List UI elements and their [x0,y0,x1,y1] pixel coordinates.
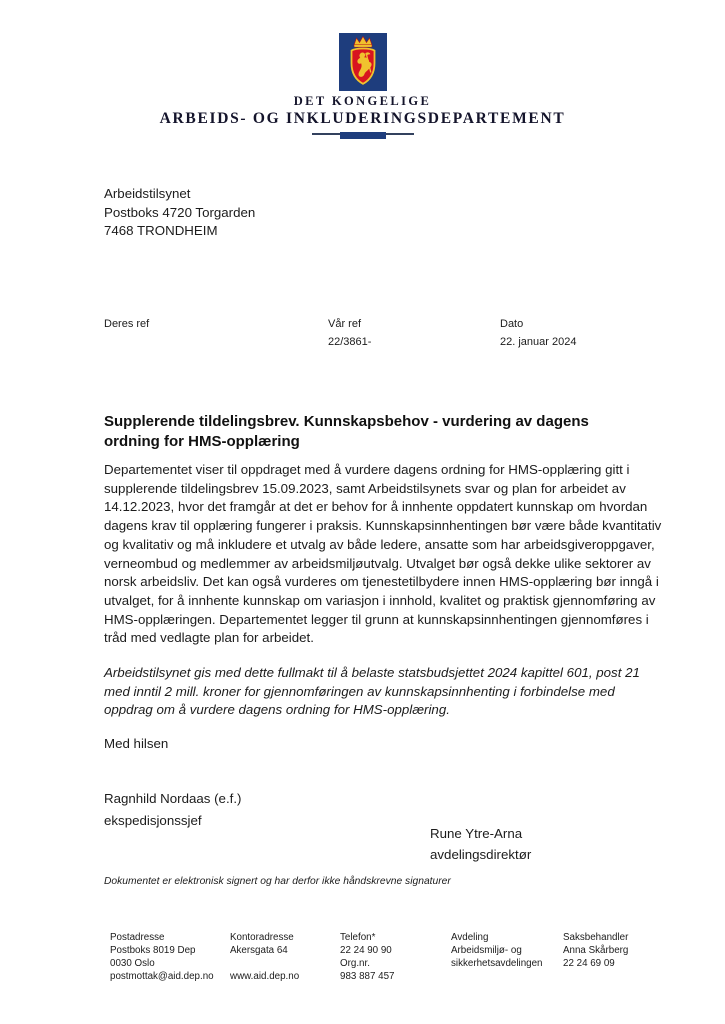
signature-left-name: Ragnhild Nordaas (e.f.) [104,791,242,806]
footer-value: Akersgata 64 [230,945,288,956]
signature-left-title: ekspedisjonssjef [104,812,202,828]
footer-value [451,970,576,983]
signature-right-title: avdelingsdirektør [430,847,532,862]
footer-label: Kontoradresse [230,932,294,943]
var-ref-label: Vår ref [328,318,362,330]
letterhead-royal-line: DET KONGELIGE [293,94,432,108]
letterhead-ministry-name: ARBEIDS- OG INKLUDERINGSDEPARTEMENT [159,110,566,127]
footer-value [230,957,355,970]
body-paragraph-2-authorization: Arbeidstilsynet gis med dette fullmakt til å belaste statsbudsjettet 2024 kapittel 601, post 21 med inntil 2 mill. kroner for gjennomføringen av kunnskapsinnhenting i forbindelse med oppdrag om å vurdere dagens ordning for HMS-opplæring. [104,665,640,718]
signature-left [104,788,241,831]
recipient-street: Postboks 4720 Torgarden [104,204,256,220]
coat-of-arms-icon [339,33,387,91]
footer-value: 983 887 457 [340,971,395,982]
signature-right [430,823,531,865]
footer-label: Avdeling [451,932,489,943]
footer-value: 0030 Oslo [110,958,155,969]
footer-label: Telefon* [340,932,376,943]
footer-postal-address [110,931,235,983]
recipient-city: 7468 TRONDHEIM [104,223,218,239]
footer-website: www.aid.dep.no [230,971,300,982]
recipient-name: Arbeidstilsynet [104,186,191,201]
footer-value: sikkerhetsavdelingen [451,958,543,969]
var-ref-value: 22/3861- [328,336,372,348]
footer-value: Arbeidsmiljø- og [451,945,522,956]
letterhead [0,33,725,140]
royal-coat-of-arms-banner [339,33,387,91]
letterhead-rule-bar [340,132,386,139]
closing-salutation: Med hilsen [104,736,169,751]
footer-value: 22 24 90 90 [340,945,392,956]
footer-label: Saksbehandler [563,932,629,943]
footer-case-handler [563,931,688,983]
footer-office-address [230,931,355,983]
dato-label: Dato [500,318,524,330]
footer-value: Postboks 8019 Dep [110,945,196,956]
footer-label: Org.nr. [340,958,370,969]
deres-ref-label: Deres ref [104,318,150,330]
signature-right-name: Rune Ytre-Arna [430,826,523,841]
dato-value: 22. januar 2024 [500,336,577,348]
footer-label: Postadresse [110,932,165,943]
footer-value: Anna Skårberg [563,945,629,956]
footer-value: 22 24 69 09 [563,958,615,969]
footer-telephone [340,931,465,983]
body-paragraph-1: Departementet viser til oppdraget med å vurdere dagens ordning for HMS-opplæring gitt i supplerende tildelingsbrev 15.09.2023, samt Arbeidstilsynets svar og plan for arbeidet av 14.12.2023, hvor det framgår at det er behov for å innhente oppdatert kunnskap om hvordan dagens krav til opplæring fungerer i praksis. Kunnskapsinnhentingen bør være både kvantitativ og kvalitativ og må inkludere et utvalg av både ledere, ansatte som har arbeidsgiveroppgaver, verneombud og medlemmer av arbeidsmiljøutvalg. Utvalget bør også dekke ulike sektorer av norsk arbeidsliv. Det kan også vurderes om tjenestetilbydere innen HMS-opplæring bør inngå i utvalget, for å innhente kunnskap om variasjon i innhold, kvalitet og praktisk gjennomføring av HMS-opplæringen. Departementet legger til grunn at kunnskapsinnhentingen gjennomføres i tråd med vedlagte plan for arbeidet. [104,462,662,646]
footer-department [451,931,576,983]
footer-email: postmottak@aid.dep.no [110,971,214,982]
letterhead-rule [312,131,414,140]
recipient-address [104,185,255,241]
footer-value [563,970,688,983]
electronic-signature-note: Dokumentet er elektronisk signert og har derfor ikke håndskrevne signaturer [104,876,451,887]
subject-title: Supplerende tildelingsbrev. Kunnskapsbehov - vurdering av dagens ordning for HMS-opplæring [104,413,589,450]
